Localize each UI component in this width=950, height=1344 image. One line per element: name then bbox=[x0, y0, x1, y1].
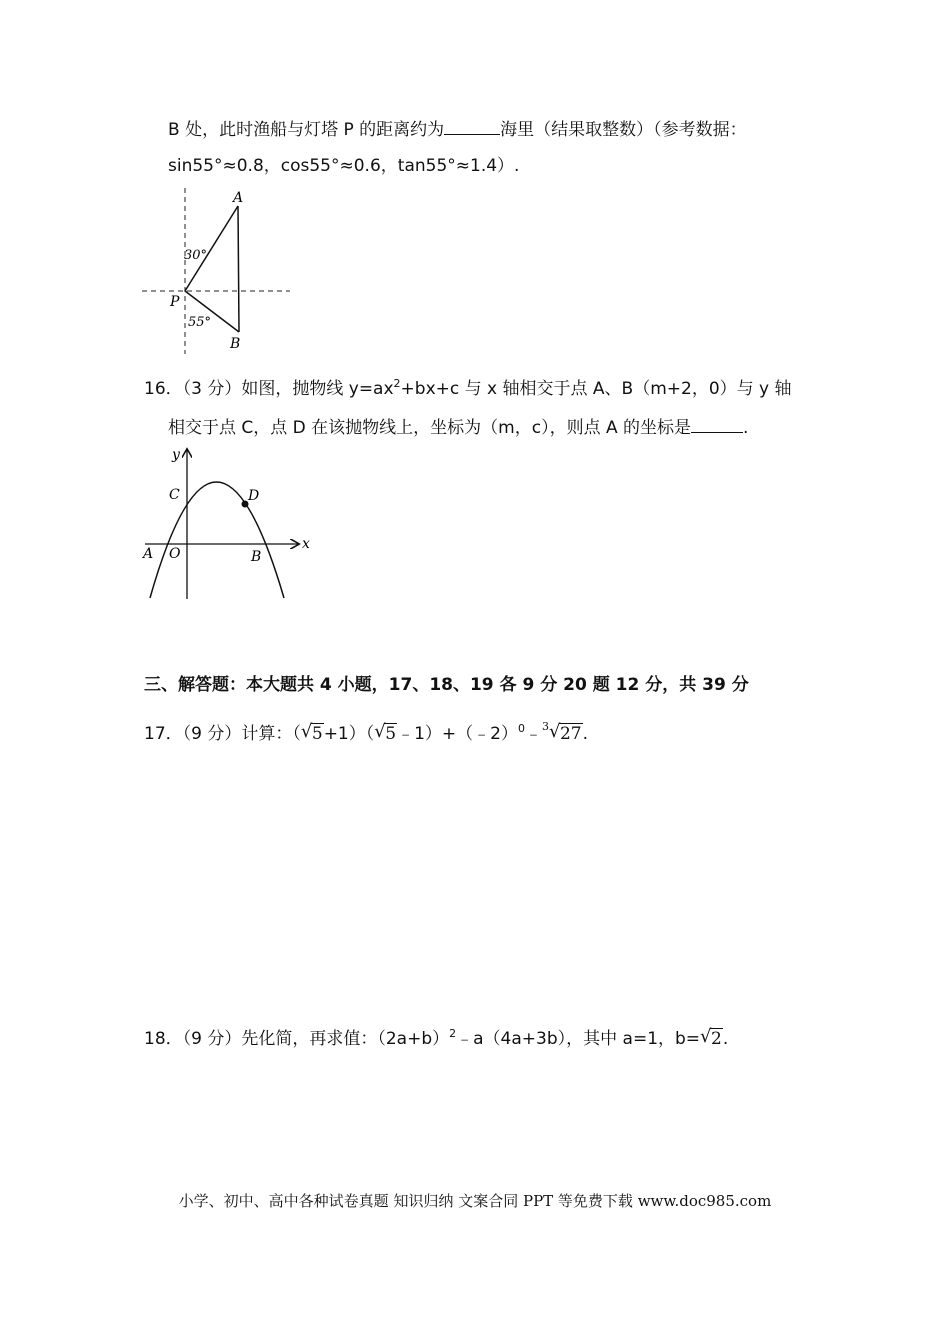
q17-sqrt-5-first bbox=[301, 722, 324, 746]
radical-sign-icon: √ bbox=[374, 721, 386, 742]
q17-exponent-0: 0 bbox=[517, 722, 525, 735]
q16-answer-blank bbox=[691, 414, 743, 433]
q17-cube-root-index: 3 bbox=[541, 720, 549, 733]
q18-sqrt-2 bbox=[700, 1027, 723, 1051]
q16-text-b: . bbox=[743, 418, 749, 438]
q16-label-O: O bbox=[169, 546, 181, 562]
q16-line-1 bbox=[144, 377, 792, 401]
q15-figure bbox=[140, 186, 300, 356]
q15-line-1 bbox=[168, 116, 747, 142]
q16-label-D: D bbox=[248, 488, 260, 504]
q18-prefix: 18．（9 分）先化简，再求值：（2a+b） bbox=[144, 1029, 450, 1049]
q17-part3: ﹣1）+（﹣2） bbox=[397, 724, 518, 744]
q16-text-prefix: 16．（3 分）如图，抛物线 y=ax bbox=[144, 379, 394, 399]
q18-exponent-2: 2 bbox=[449, 1027, 457, 1040]
q15-reference-data: sin55°≈0.8，cos55°≈0.6，tan55°≈1.4）. bbox=[168, 156, 520, 176]
section-3-heading bbox=[144, 673, 749, 697]
q15-label-A: A bbox=[233, 190, 244, 206]
q16-text-a: 相交于点 C，点 D 在该抛物线上，坐标为（m，c），则点 A 的坐标是 bbox=[168, 418, 692, 438]
q15-angle-30: 30° bbox=[184, 248, 208, 263]
q15-answer-blank bbox=[444, 116, 500, 135]
q15-text-b: 海里（结果取整数）（参考数据： bbox=[500, 120, 747, 140]
q16-label-C: C bbox=[169, 487, 180, 503]
q16-line-2 bbox=[168, 414, 748, 440]
q16-label-B: B bbox=[251, 549, 262, 565]
q16-label-x: x bbox=[302, 536, 310, 552]
q16-figure bbox=[140, 444, 320, 604]
q17-end: . bbox=[582, 724, 589, 744]
q15-text-a: B 处，此时渔船与灯塔 P 的距离约为 bbox=[168, 120, 445, 140]
footer-text: 小学、初中、高中各种试卷真题 知识归纳 文案合同 PPT 等免费下载 www.doc985.com bbox=[178, 1192, 772, 1210]
q17-radicand-1: 5 bbox=[311, 724, 323, 744]
q16-text-suffix: +bx+c 与 x 轴相交于点 A、B（m+2，0）与 y 轴 bbox=[400, 379, 792, 399]
q15-label-B: B bbox=[230, 336, 241, 352]
q17-prefix: 17．（9 分）计算：（ bbox=[144, 724, 301, 744]
q17-part4: ﹣ bbox=[524, 724, 542, 744]
q17-radicand-3: 27 bbox=[559, 724, 582, 744]
q17-cube-root-27 bbox=[549, 722, 583, 746]
q16-label-y: y bbox=[172, 447, 180, 463]
q16-exponent: 2 bbox=[393, 377, 401, 390]
q18-line bbox=[144, 1027, 728, 1051]
q15-segment-AB bbox=[238, 206, 239, 332]
q17-radicand-2: 5 bbox=[385, 724, 397, 744]
q17-sqrt-5-second bbox=[374, 722, 397, 746]
q15-label-P: P bbox=[170, 294, 180, 310]
q15-line-2 bbox=[168, 154, 519, 178]
q17-line bbox=[144, 722, 588, 746]
q16-label-A: A bbox=[143, 546, 154, 562]
radical-sign-icon: √ bbox=[700, 1026, 712, 1047]
q18-radicand: 2 bbox=[711, 1029, 722, 1049]
q15-angle-55: 55° bbox=[188, 315, 212, 330]
q18-end: . bbox=[722, 1029, 729, 1049]
page-footer bbox=[0, 1190, 950, 1211]
q17-part2: +1）（ bbox=[323, 724, 375, 744]
radical-sign-icon: √ bbox=[548, 721, 561, 742]
q18-mid: ﹣a（4a+3b），其中 a=1，b= bbox=[456, 1029, 701, 1049]
section-3-heading-text: 三、解答题：本大题共 4 小题，17、18、19 各 9 分 20 题 12 分，共 39 分 bbox=[144, 675, 749, 695]
radical-sign-icon: √ bbox=[300, 721, 313, 742]
